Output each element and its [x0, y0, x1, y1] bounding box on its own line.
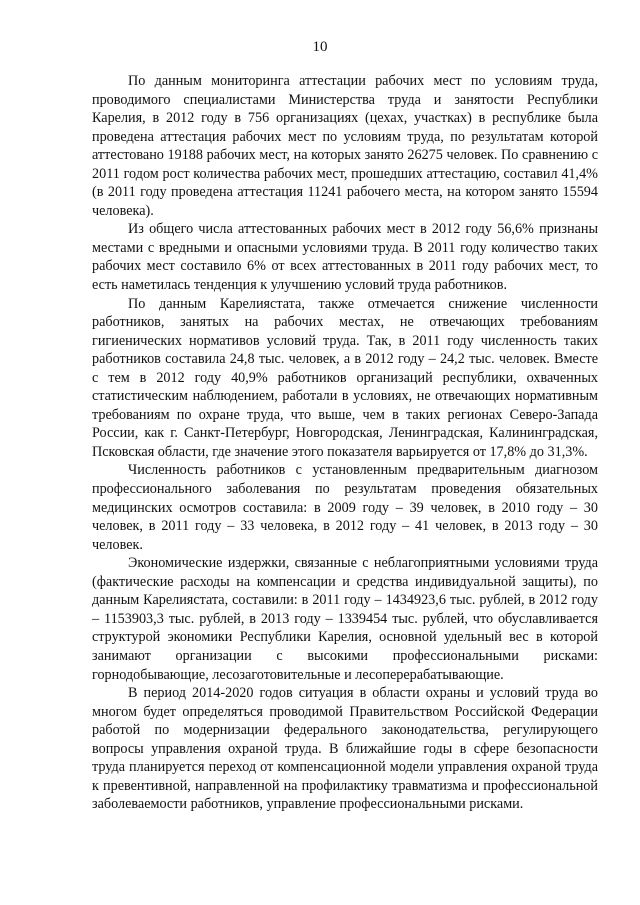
paragraph-occupational-disease: Численность работников с установленным предварительным диагнозом профессионального заболевания по результатам проведения обязательных медицинских осмотров составила: в 2009 году – 39 человек, в 2010 году – 30 человек, в 2011 году – 33 человека, в 2012 году – 41 человек, в 2013 году – 30 человек. [92, 462, 598, 553]
paragraph-economic-costs: Экономические издержки, связанные с неблагоприятными условиями труда (фактические расходы на компенсации и средства индивидуальной защиты), по данным Карелиястата, составили: в 2011 году – 1434923,6 тыс. рублей, в 2012 году – 1153903,3 тыс. рублей, в 2013 году – 1339454 тыс. рублей, что обуславливается структурой экономики Республики Карелия, основной удельный вес в которой занимают организации с высокими профессиональными рисками: горнодобывающие, лесозаготовительные и лесоперерабатывающие. [92, 555, 598, 683]
document-body [92, 72, 598, 814]
paragraph-karelia-statistics: По данным Карелиястата, также отмечается снижение численности работников, занятых на рабочих местах, не отвечающих требованиям гигиенических нормативов условий труда. Так, в 2011 году численность таких работников составила 24,8 тыс. человек, а в 2012 году – 24,2 тыс. человек. Вместе с тем в 2012 году 40,9% работников организаций республики, охваченных статистическим наблюдением, работали в условиях, не отвечающих нормативным требованиям по охране труда, что выше, чем в таких регионах Северо-Запада России, как г. Санкт-Петербург, Новгородская, Ленинградская, Калининградская, Псковская области, где значение этого показателя варьируется от 17,8% до 31,3%. [92, 295, 598, 460]
paragraph-hazardous-workplaces: Из общего числа аттестованных рабочих мест в 2012 году 56,6% признаны местами с вредными и опасными условиями труда. В 2011 году количество таких рабочих мест составило 6% от всех аттестованных в 2011 году рабочих мест, то есть наметилась тенденция к улучшению условий труда работников. [92, 221, 598, 294]
paragraph-2014-2020-outlook: В период 2014-2020 годов ситуация в области охраны и условий труда во многом будет определяться проводимой Правительством Российской Федерации работой по модернизации федерального законодательства, регулирующего вопросы управления охраной труда. В ближайшие годы в сфере безопасности труда планируется переход от компенсационной модели управления охраной труда к превентивной, направленной на профилактику травматизма и профессиональной заболеваемости работников, управление профессиональными рисками. [92, 685, 598, 813]
paragraph-attestation-monitoring: По данным мониторинга аттестации рабочих мест по условиям труда, проводимого специалистами Министерства труда и занятости Республики Карелия, в 2012 году в 756 организациях (цехах, участках) в республике была проведена аттестация рабочих мест по условиям труда, по результатам которой аттестовано 19188 рабочих мест, на которых занято 26275 человек. По сравнению с 2011 годом рост количества рабочих мест, прошедших аттестацию, составил 41,4% (в 2011 году проведена аттестация 11241 рабочего места, на котором занято 15594 человека). [92, 73, 598, 219]
page-number: 10 [312, 39, 328, 55]
